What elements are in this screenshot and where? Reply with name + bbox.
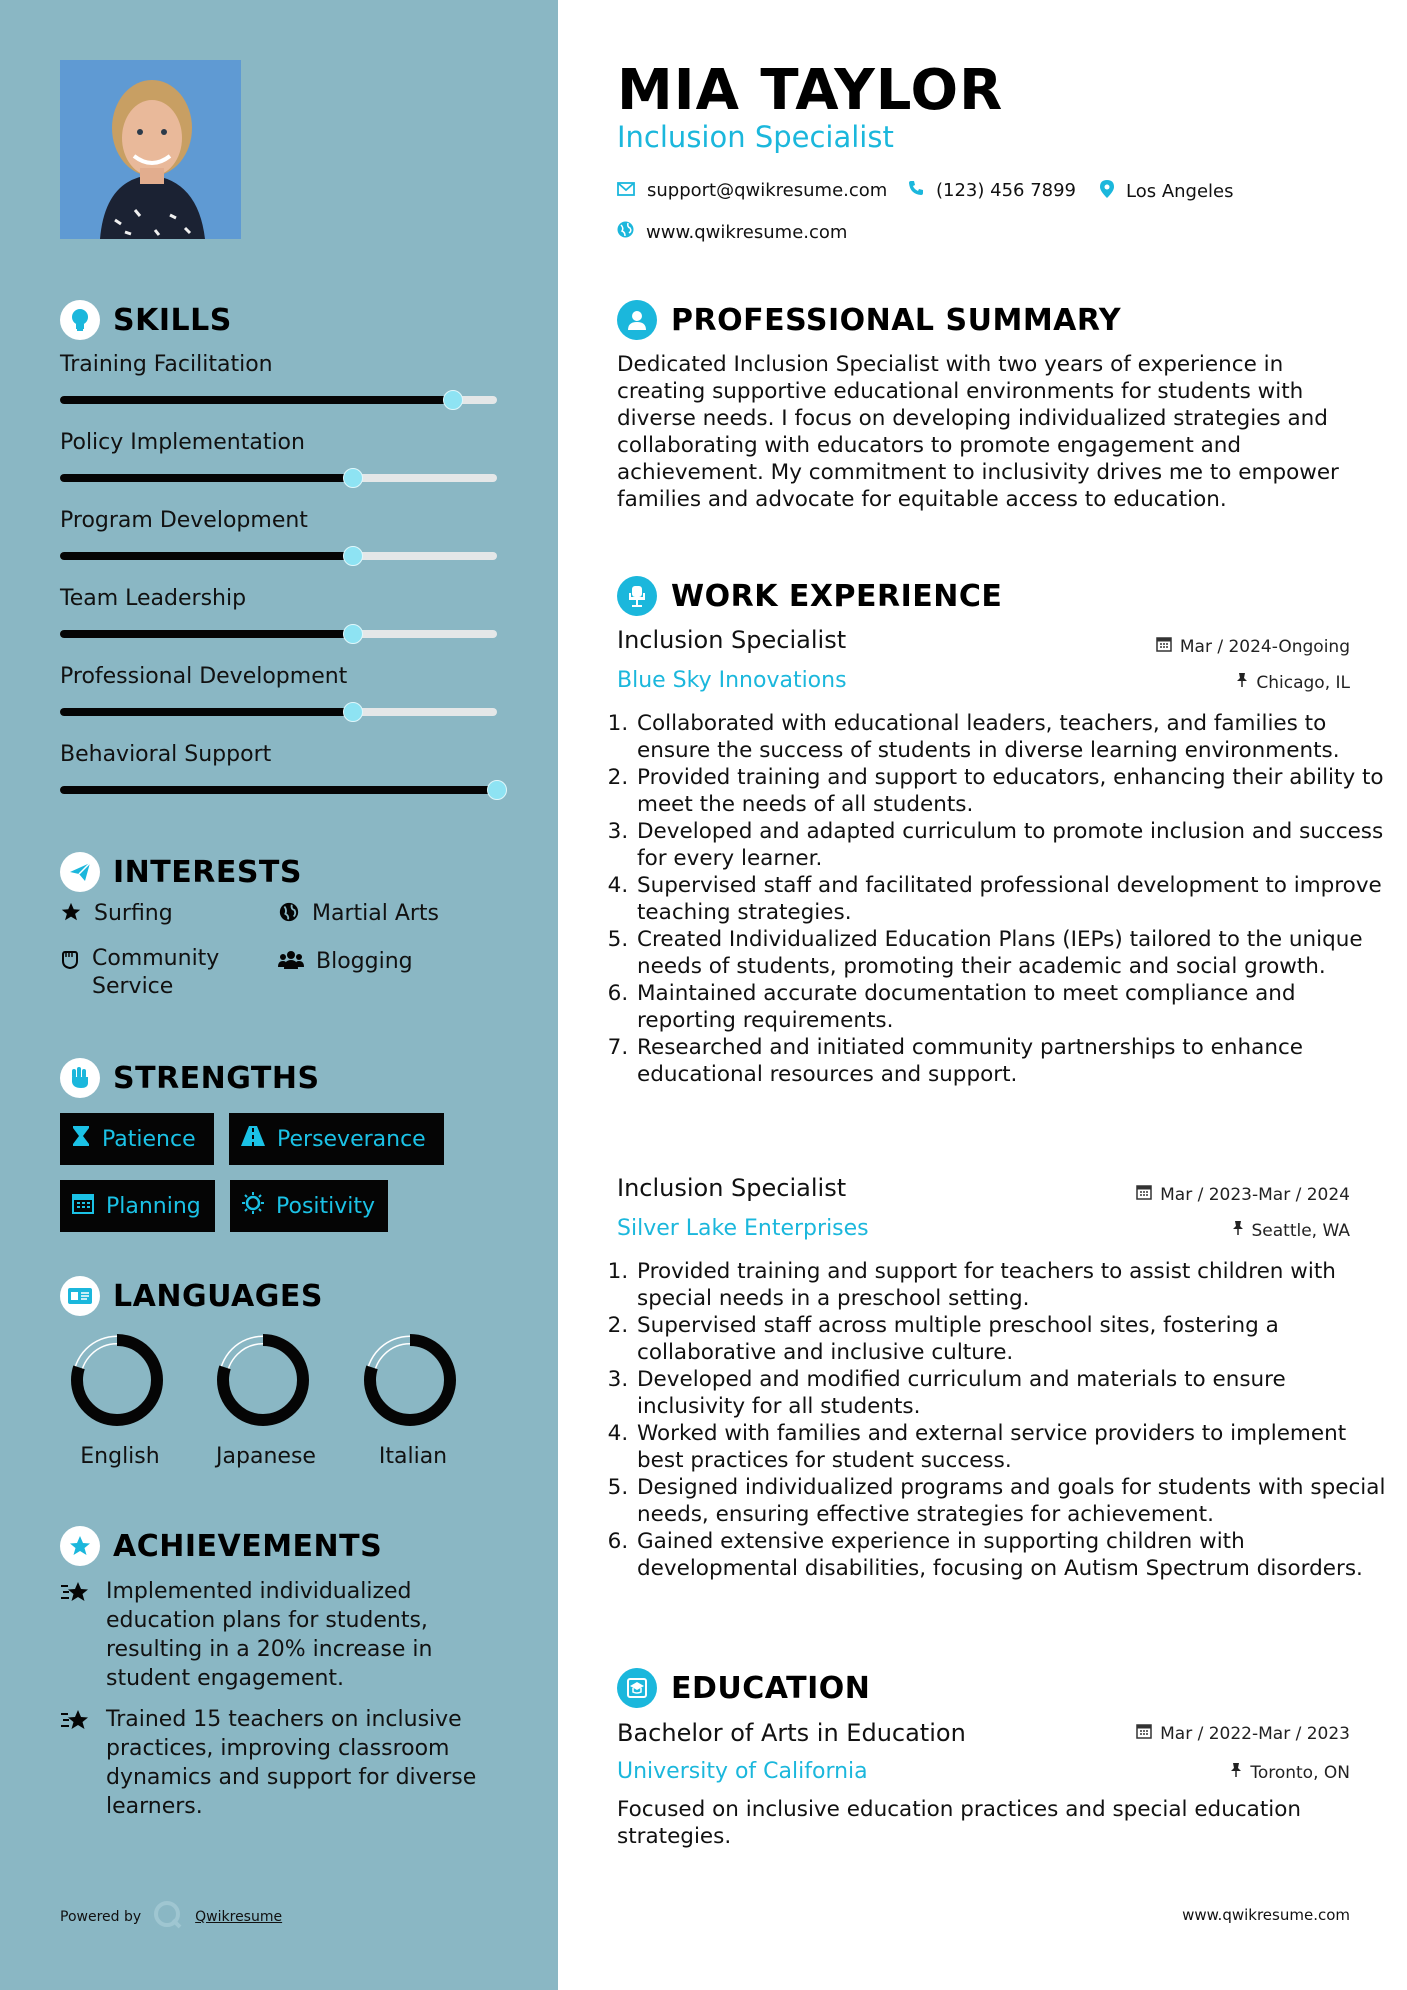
job-dates [1156, 636, 1350, 657]
strength-tag-perseverance [229, 1113, 444, 1165]
skill-bar-fill [60, 552, 353, 560]
qwikresume-logo-icon [153, 1900, 183, 1934]
pushpin-icon [1232, 1220, 1244, 1241]
strengths-title: STRENGTHS [113, 1061, 320, 1096]
skill-bar-knob [343, 624, 363, 644]
powered-by-label: Powered by [60, 1909, 142, 1925]
pushpin-icon [1236, 672, 1248, 693]
strength-tag-positivity [230, 1180, 388, 1232]
job-company: Blue Sky Innovations [617, 668, 847, 693]
hourglass-icon [72, 1125, 90, 1153]
interest-label: Blogging [316, 949, 413, 974]
duty-item: 1. Provided training and support for teachers to assist children with special needs in a preschool setting. [635, 1258, 1395, 1312]
education-description: Focused on inclusive education practices and special education strategies. [617, 1797, 1302, 1849]
strength-label: Perseverance [277, 1126, 426, 1152]
qwikresume-link[interactable]: Qwikresume [195, 1909, 283, 1925]
globe-icon [278, 901, 300, 929]
interest-item-martial-arts [278, 901, 439, 929]
star-badge-icon [60, 1526, 100, 1566]
skills-title: SKILLS [113, 303, 232, 338]
lightbulb-icon [60, 300, 100, 340]
duty-item: 1. Collaborated with educational leaders, teachers, and families to ensure the success of students in diverse learning environments. [635, 710, 1395, 764]
language-label: Japanese [216, 1444, 316, 1469]
skill-bar [60, 396, 497, 404]
language-donut [360, 1330, 460, 1430]
job-company: Silver Lake Enterprises [617, 1216, 869, 1241]
fist-icon [60, 1058, 100, 1098]
skill-bar-knob [487, 780, 507, 800]
shooting-star-icon [60, 1707, 92, 1821]
calendar-icon [1136, 1723, 1152, 1744]
users-icon [278, 949, 304, 977]
duty-item: 6. Gained extensive experience in supporting children with developmental disabilities, focusing on Autism Spectrum disorders. [635, 1528, 1395, 1582]
achievement-item [60, 1577, 490, 1693]
language-card-icon [60, 1276, 100, 1316]
skill-label: Policy Implementation [60, 430, 305, 455]
interest-item-blogging [278, 949, 413, 977]
calendar-icon [1136, 1184, 1152, 1205]
location-text: Los Angeles [1126, 181, 1234, 202]
skill-bar-fill [60, 708, 353, 716]
duty-item: 7. Researched and initiated community partnerships to enhance educational resources and support. [635, 1034, 1395, 1088]
shooting-star-icon [60, 1579, 92, 1693]
language-donut [213, 1330, 313, 1430]
pushpin-icon [1230, 1762, 1242, 1783]
skill-bar [60, 630, 497, 638]
language-donut [67, 1330, 167, 1430]
paper-plane-icon [60, 852, 100, 892]
education-dates-text: Mar / 2022-Mar / 2023 [1160, 1723, 1350, 1744]
road-icon [241, 1126, 265, 1152]
duty-item: 3. Developed and adapted curriculum to promote inclusion and success for every learner. [635, 818, 1395, 872]
duty-item: 2. Supervised staff across multiple preschool sites, fostering a collaborative and inclusive culture. [635, 1312, 1395, 1366]
skill-bar-knob [343, 468, 363, 488]
footer-website-link[interactable]: www.qwikresume.com [1182, 1906, 1350, 1924]
languages-title: LANGUAGES [113, 1279, 323, 1314]
globe-icon [617, 221, 634, 243]
summary-title: PROFESSIONAL SUMMARY [671, 303, 1122, 338]
skill-label: Training Facilitation [60, 352, 273, 377]
interest-label: Community Service [92, 946, 220, 999]
strength-label: Positivity [276, 1193, 376, 1219]
job-dates [1136, 1184, 1350, 1205]
email-link[interactable]: support@qwikresume.com [647, 180, 888, 201]
sun-icon [242, 1192, 264, 1220]
contact-website [617, 221, 847, 243]
phone-icon [908, 180, 924, 201]
skill-bar [60, 708, 497, 716]
job-dates-text: Mar / 2024-Ongoing [1179, 636, 1350, 657]
duty-item: 4. Supervised staff and facilitated professional development to improve teaching strategies. [635, 872, 1395, 926]
contact-phone [908, 180, 1076, 201]
duty-item: 6. Maintained accurate documentation to meet compliance and reporting requirements. [635, 980, 1395, 1034]
job-dates-text: Mar / 2023-Mar / 2024 [1160, 1184, 1350, 1205]
interests-title: INTERESTS [113, 855, 302, 890]
education-degree: Bachelor of Arts in Education [617, 1719, 966, 1747]
profile-photo [60, 60, 241, 239]
strength-tag-planning [60, 1180, 215, 1232]
phone-text: (123) 456 7899 [936, 180, 1077, 201]
interest-label: Martial Arts [312, 901, 440, 926]
job-duties [617, 710, 1395, 1088]
map-pin-icon [1100, 180, 1114, 203]
job-location [1232, 1220, 1351, 1241]
skill-label: Program Development [60, 508, 308, 533]
contact-email [617, 180, 887, 201]
skill-bar [60, 552, 497, 560]
star-icon [60, 901, 82, 929]
skill-bar-fill [60, 474, 353, 482]
duty-item: 4. Worked with families and external service providers to implement best practices for student success. [635, 1420, 1395, 1474]
skill-bar-knob [343, 546, 363, 566]
skill-label: Behavioral Support [60, 742, 272, 767]
skill-bar [60, 474, 497, 482]
duty-item: 2. Provided training and support to educators, enhancing their ability to meet the needs of all students. [635, 764, 1395, 818]
envelope-icon [617, 180, 635, 201]
skill-bar-knob [343, 702, 363, 722]
user-icon [617, 300, 657, 340]
achievement-text: Trained 15 teachers on inclusive practices, improving classroom dynamics and support for diverse learners. [106, 1707, 477, 1819]
strength-tag-patience [60, 1113, 214, 1165]
hand-icon [60, 949, 80, 977]
duty-item: 5. Created Individualized Education Plans (IEPs) tailored to the unique needs of students, promoting their academic and social growth. [635, 926, 1395, 980]
strength-label: Planning [106, 1193, 201, 1219]
education-dates [1136, 1723, 1350, 1744]
experience-title: WORK EXPERIENCE [671, 579, 1003, 614]
job-location [1236, 672, 1350, 693]
job-location-text: Chicago, IL [1256, 672, 1350, 693]
interest-item-community-service [60, 946, 260, 1001]
skill-bar-fill [60, 630, 353, 638]
education-location-text: Toronto, ON [1250, 1762, 1350, 1783]
achievements-title: ACHIEVEMENTS [113, 1529, 383, 1564]
contact-location [1100, 180, 1234, 203]
achievement-text: Implemented individualized education plans for students, resulting in a 20% increase in student engagement. [106, 1579, 433, 1691]
briefcase-chair-icon [617, 576, 657, 616]
main-content [558, 0, 1407, 1990]
summary-text: Dedicated Inclusion Specialist with two years of experience in creating supportive educational environments for students with diverse needs. I focus on developing individualized strategies and collaborating with educators to promote engagement and achievement. My commitment to inclusivity drives me to empower families and advocate for equitable access to education. [617, 352, 1339, 512]
skill-label: Professional Development [60, 664, 348, 689]
interest-item-surfing [60, 901, 173, 929]
education-title: EDUCATION [671, 1671, 871, 1706]
skill-bar [60, 786, 497, 794]
education-school: University of California [617, 1759, 868, 1784]
sidebar [0, 0, 558, 1990]
job-role: Inclusion Specialist [617, 626, 847, 654]
calendar-icon [72, 1192, 94, 1220]
skill-bar-fill [60, 786, 497, 794]
powered-by [60, 1900, 282, 1934]
duty-item: 5. Designed individualized programs and goals for students with special needs, ensuring effective strategies for achievement. [635, 1474, 1395, 1528]
interest-label: Surfing [94, 901, 173, 926]
graduation-icon [617, 1668, 657, 1708]
language-label: Italian [378, 1444, 448, 1469]
skill-bar-knob [443, 390, 463, 410]
candidate-name: MIA TAYLOR [617, 58, 1004, 123]
candidate-title: Inclusion Specialist [617, 120, 894, 154]
skill-label: Team Leadership [60, 586, 247, 611]
duty-item: 3. Developed and modified curriculum and materials to ensure inclusivity for all students. [635, 1366, 1395, 1420]
job-role: Inclusion Specialist [617, 1174, 847, 1202]
strength-label: Patience [102, 1126, 196, 1152]
skill-bar-fill [60, 396, 453, 404]
education-location [1230, 1762, 1350, 1783]
language-label: English [80, 1444, 160, 1469]
job-duties [617, 1258, 1395, 1582]
calendar-icon [1156, 636, 1172, 657]
job-location-text: Seattle, WA [1251, 1220, 1350, 1241]
achievement-item [60, 1705, 490, 1821]
website-link[interactable]: www.qwikresume.com [646, 221, 848, 243]
